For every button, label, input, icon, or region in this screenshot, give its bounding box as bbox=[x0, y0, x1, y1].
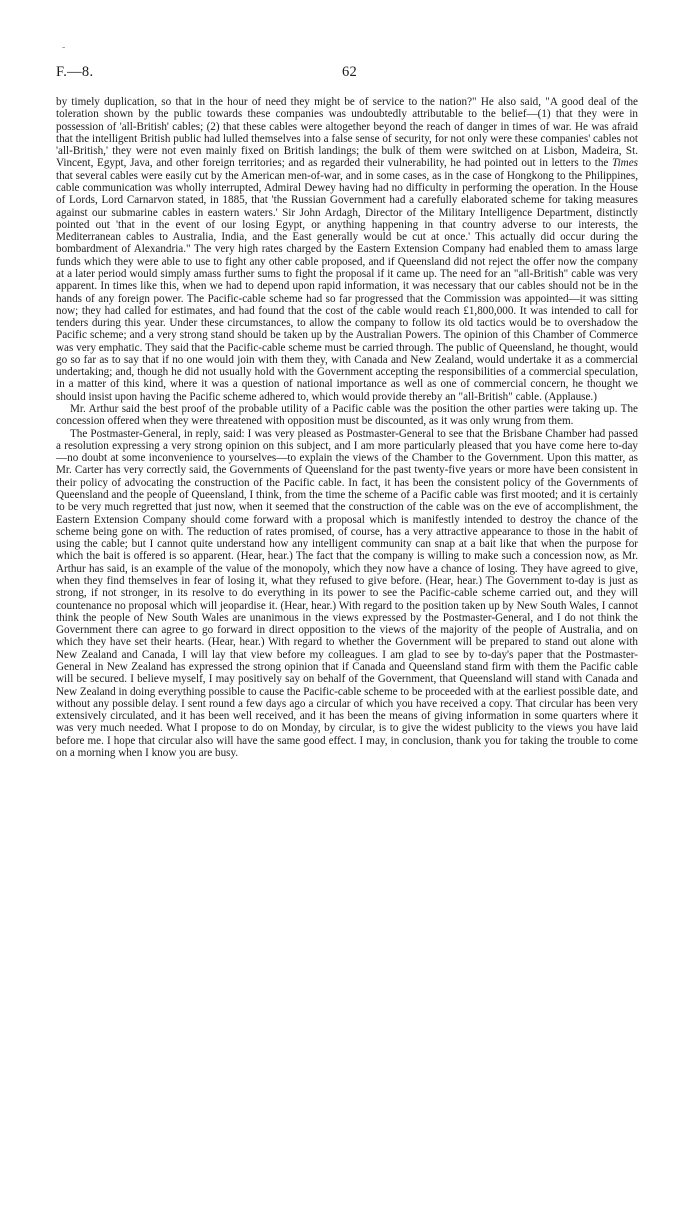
document-page bbox=[56, 0, 638, 759]
margin-mark: - bbox=[62, 42, 66, 53]
paragraph-3-text: The Postmaster-General, in reply, said: I was very pleased as Postmaster-General to see that the Brisbane Chamber had passed a resolution expressing a very strong opinion on this subject, and I am more particularly pleased that you have come here to-day—no doubt at some inconvenience to yourselves—to explain the views of the Chamber to the Government. Upon this matter, as Mr. Carter has very correctly said, the Governments of Queensland for the past twenty-five years or more have been consistent in their policy of advocating the construction of the Pacific cable. In fact, it has been the consistent policy of the Governments of Queensland and the people of Queensland, I think, from the time the scheme of a Pacific cable was first mooted; and it is certainly to be very much regretted that just now, when it seemed that the construction of the cable was on the eve of accomplishment, the Eastern Extension Company should come forward with a proposal which is manifestly intended to destroy the chance of the scheme being gone on with. The reduction of rates promised, of course, has a very attractive appearance to those in the habit of using the cable; but I cannot quite understand how any intelligent community can snap at a bait like that when the purpose for which the bait is offered is so apparent. (Hear, hear.) The fact that the company is willing to make such a concession now, as Mr. Arthur has said, is an example of the value of the monopoly, which they now have a chance of losing. They have agreed to give, when they find themselves in fear of losing it, what they refused to give before. (Hear, hear.) The Government to-day is just as strong, if not stronger, in its resolve to do everything in its power to see the Pacific-cable scheme carried out, and they will countenance no proposal which will jeopardise it. (Hear, hear.) With regard to the position taken up by New South Wales, I cannot think the people of New South Wales are unanimous in the views expressed by the Postmaster-General, and I do not think the Government there can agree to go forward in direct opposition to the views of the majority of the people of Australia, and on which they have set their hearts. (Hear, hear.) With regard to whether the Government will be prepared to stand out alone with New Zealand and Canada, I will lay that view before my colleagues. I am glad to see by to-day's paper that the Postmaster-General in New Zealand has expressed the strong opinion that if Canada and Queensland stand firm with them the Pacific cable will be secured. I believe myself, I may positively say on behalf of the Government, that Queensland will stand with Canada and New Zealand in doing everything possible to cause the Pacific-cable scheme to be proceeded with at the earliest possible date, and without any possible delay. I sent round a few days ago a circular of which you have received a copy. That circular has been very extensively circulated, and it has been well received, and it has been the means of giving information in some quarters where it was very much needed. What I propose to do on Monday, by circular, is to give the widest publicity to the views you have laid before me. I hope that circular also will have the same good effect. I may, in conclusion, thank you for taking the trouble to come on a morning when I know you are busy. bbox=[56, 427, 638, 759]
paragraph-2-text: Mr. Arthur said the best proof of the probable utility of a Pacific cable was the position the other parties were taking up. The concession offered when they were threatened with opposition must be discounted, as it was only wrung from them. bbox=[56, 403, 638, 428]
page-number: 62 bbox=[342, 64, 358, 80]
paragraph-2 bbox=[56, 403, 638, 428]
page-header bbox=[56, 64, 638, 94]
paragraph-1-text-a: by timely duplication, so that in the hour of need they might be of service to the nation?" He also said, "A good deal of the toleration shown by the public towards these companies was undoubtedly attributable to the belief—(1) that they were in possession of 'all-British' cables; (2) that these cables were altogether beyond the reach of danger in times of war. He was afraid that the intelligent British public had lulled themselves into a false sense of security, for not only were these companies' cables not 'all-British,' they were not even mainly fixed on British landings; the bulk of them were switched on at Lisbon, Madeira, St. Vincent, Egypt, Java, and other foreign territories; and as regarded their vulnerability, he had pointed out in letters to the bbox=[56, 96, 638, 170]
paragraph-1-text-b: that several cables were easily cut by the American men-of-war, and in some cases, as in the case of Hongkong to the Philippines, cable communication was wholly interrupted, Admiral Dewey having had no difficulty in performing the operation. In the House of Lords, Lord Carnarvon stated, in 1885, that 'the Russian Government had a carefully elaborated scheme for taking measures against our submarine cables in eastern waters.' Sir John Ardagh, Director of the Military Intelligence Department, distinctly pointed out 'that in the event of our losing Egypt, or anything happening in that country adverse to our interests, the Mediterranean cables to Australia, India, and the East generally would be cut at once.' This actually did occur during the bombardment of Alexandria." The very high rates charged by the Eastern Extension Company had enabled them to amass large funds which they were able to use to fight any other cable proposed, and if Queensland did not reject the offer now the company at a later period would simply amass further sums to fight the proposal if it came up. The need for an "all-British" cable was very apparent. In times like this, when we had to depend upon rapid information, it was necessary that our cables should not be in the hands of any foreign power. The Pacific-cable scheme had so far progressed that the Commission was appointed—it was sitting now; they had called for estimates, and had found that the cost of the cable would reach £1,800,000. It was intended to call for tenders during this year. Under these circumstances, to allow the company to follow its old tactics would be to overshadow the Pacific scheme; and a very strong stand should be taken up by the Australian Powers. The opinion of this Chamber of Commerce was very emphatic. They said that the Pacific-cable scheme must be carried through. The public of Queensland, he thought, would go so far as to say that if no one would join with them they, with Canada and New Zealand, would undertake it as a commercial undertaking; and, though he did not usually hold with the Government accepting the responsibilities of a commercial speculation, in a matter of this kind, where it was a question of national importance as well as one of commercial concern, he thought we should insist upon having the Pacific scheme adhered to, which would provide thereby an "all-British" cable. (Applause.) bbox=[56, 169, 638, 403]
paragraph-1 bbox=[56, 96, 638, 403]
document-reference: F.—8. bbox=[56, 64, 94, 80]
body-text bbox=[56, 96, 638, 759]
paragraph-3 bbox=[56, 428, 638, 760]
times-newspaper-title: Times bbox=[611, 157, 638, 170]
